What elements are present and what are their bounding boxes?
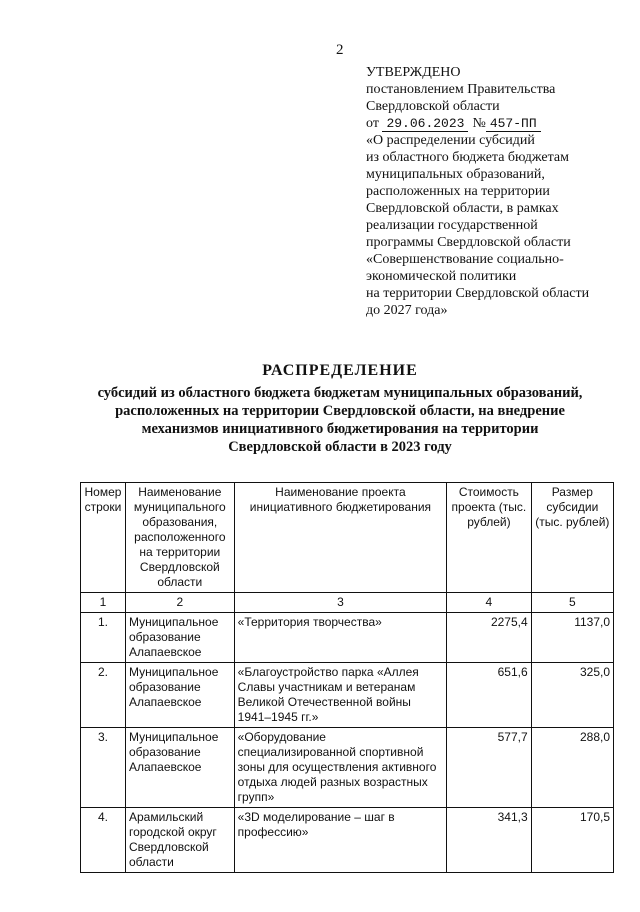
header-cost: Стоимость проекта (тыс. рублей) xyxy=(447,483,531,593)
cost-cell: 651,6 xyxy=(447,663,531,728)
row-number: 1. xyxy=(81,613,126,663)
municipality-cell: Муниципальное образование Алапаевское xyxy=(125,663,234,728)
table-row xyxy=(81,663,614,728)
approval-line-1: постановлением Правительства xyxy=(366,82,556,97)
municipality-cell: Муниципальное образование Алапаевское xyxy=(125,613,234,663)
subject-line: расположенных на территории xyxy=(366,184,550,199)
header-row-number: Номер строки xyxy=(81,483,126,593)
approval-number: 457-ПП xyxy=(486,116,541,132)
subtitle-line: механизмов инициативного бюджетирования на территории xyxy=(141,421,539,437)
cost-cell: 2275,4 xyxy=(447,613,531,663)
distribution-table xyxy=(80,482,614,873)
row-number: 4. xyxy=(81,808,126,873)
municipality-cell: Арамильский городской округ Свердловской области xyxy=(125,808,234,873)
subsidy-cell: 170,5 xyxy=(531,808,613,873)
table-row xyxy=(81,613,614,663)
document-heading xyxy=(60,362,620,456)
project-cell: «Оборудование специализированной спортивной зоны для осуществления активного отдыха людей разных возрастных групп» xyxy=(234,728,446,808)
subsidy-cell: 288,0 xyxy=(531,728,613,808)
subject-line: «Совершенствование социально- xyxy=(366,252,564,267)
table-row xyxy=(81,808,614,873)
row-number: 3. xyxy=(81,728,126,808)
column-number: 3 xyxy=(234,593,446,613)
column-numbering-row xyxy=(81,593,614,613)
project-cell: «3D моделирование – шаг в профессию» xyxy=(234,808,446,873)
column-number: 1 xyxy=(81,593,126,613)
table-header-row xyxy=(81,483,614,593)
subtitle-line: субсидий из областного бюджета бюджетам муниципальных образований, xyxy=(97,385,583,401)
subject-line: из областного бюджета бюджетам xyxy=(366,150,569,165)
subsidy-cell: 325,0 xyxy=(531,663,613,728)
approval-title: УТВЕРЖДЕНО xyxy=(366,65,461,80)
approval-line-2: Свердловской области xyxy=(366,99,500,114)
page-number: 2 xyxy=(336,42,344,58)
column-number: 2 xyxy=(125,593,234,613)
subtitle-line: расположенных на территории Свердловской области, на внедрение xyxy=(115,403,565,419)
subject-line: экономической политики xyxy=(366,269,517,284)
subject-line: муниципальных образований, xyxy=(366,167,545,182)
document-title: РАСПРЕДЕЛЕНИЕ xyxy=(262,362,418,379)
subject-line: программы Свердловской области xyxy=(366,235,571,250)
approval-date-line xyxy=(366,115,628,132)
municipality-cell: Муниципальное образование Алапаевское xyxy=(125,728,234,808)
column-number: 4 xyxy=(447,593,531,613)
number-label: № xyxy=(472,116,486,131)
subject-line: реализации государственной xyxy=(366,218,538,233)
from-label: от xyxy=(366,116,379,131)
row-number: 2. xyxy=(81,663,126,728)
subject-line: на территории Свердловской области xyxy=(366,286,590,301)
subject-line: до 2027 года» xyxy=(366,303,448,318)
project-cell: «Территория творчества» xyxy=(234,613,446,663)
table-row xyxy=(81,728,614,808)
header-subsidy: Размер субсидии (тыс. рублей) xyxy=(531,483,613,593)
subject-line: Свердловской области, в рамках xyxy=(366,201,559,216)
column-number: 5 xyxy=(531,593,613,613)
cost-cell: 577,7 xyxy=(447,728,531,808)
header-project: Наименование проекта инициативного бюджетирования xyxy=(234,483,446,593)
approval-block xyxy=(366,64,628,319)
header-municipality: Наименование муниципального образования, расположенного на территории Свердловской области xyxy=(125,483,234,593)
subject-line: «О распределении субсидий xyxy=(366,133,535,148)
cost-cell: 341,3 xyxy=(447,808,531,873)
approval-date: 29.06.2023 xyxy=(382,116,468,132)
subsidy-cell: 1137,0 xyxy=(531,613,613,663)
project-cell: «Благоустройство парка «Аллея Славы участникам и ветеранам Великой Отечественной войны 1941–1945 гг.» xyxy=(234,663,446,728)
subtitle-line: Свердловской области в 2023 году xyxy=(228,439,452,455)
